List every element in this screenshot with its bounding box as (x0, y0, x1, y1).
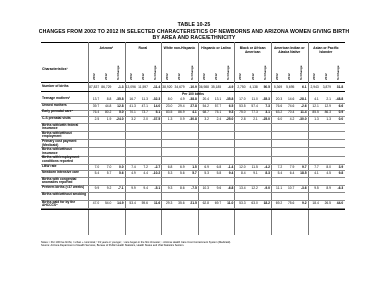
table-cell: 47.0 (92, 200, 100, 205)
table-cell: -30.0 (299, 116, 307, 121)
table-cell: 9.3 (167, 185, 173, 190)
table-cell: 4.5 (326, 171, 331, 176)
table-cell: 69.2 (275, 200, 283, 205)
table-cell: -11.4 (152, 85, 161, 89)
table-cell: 6.4 (289, 171, 295, 176)
row-label: Births with/without insurance (42, 147, 72, 155)
row-label: Births with/employment conditions reported (42, 155, 80, 163)
table-cell: 5.3 (167, 171, 173, 176)
table-cell: 9.5 (314, 185, 319, 190)
table-cell: -9.0 (264, 185, 270, 190)
row-label: Early prenatal care⁴ (42, 109, 74, 114)
table-cell: 13,096 (125, 85, 136, 89)
table-cell: -38.8 (189, 97, 197, 102)
group-header: American Indian or Alaska Native (273, 46, 305, 54)
table-cell: 6.6 (338, 103, 344, 108)
table-cell: 57.7 (214, 103, 222, 108)
subcolumn-header: 2002 (165, 73, 170, 80)
table-cell: 0.0 (118, 164, 124, 169)
table-cell: 4.9 (131, 171, 136, 176)
per-100-births-label: Per 100 births (182, 91, 204, 96)
row-label: Births with/with federal insurance (42, 122, 79, 131)
table-cell: 11.3 (141, 97, 148, 102)
subcolumn-header: % Change (189, 65, 194, 80)
table-cell: 7.3 (265, 103, 270, 108)
table-cell: 8.0 (326, 164, 331, 169)
group-header: Black or African American (239, 46, 266, 54)
table-cell: 2.5 (94, 116, 100, 121)
table-cell: -24.0 (116, 116, 124, 121)
table-cell: 7.0 (94, 164, 100, 169)
table-cell: -25.0 (262, 116, 270, 121)
row-label: Unwed mothers (42, 102, 67, 107)
table-cell: 35,185 (211, 85, 222, 89)
table-cell: 17.0 (239, 97, 246, 102)
table-cell: 6.5 (228, 103, 234, 108)
header-top-rule (41, 42, 345, 43)
table-cell: 63.0 (251, 200, 258, 205)
subcolumn-header: % Change (299, 65, 304, 80)
subcolumn-header: % Change (262, 65, 267, 80)
table-cell: 57.4 (251, 103, 258, 108)
table-cell: 5.6 (118, 171, 124, 176)
table-cell: 8.4 (240, 171, 246, 176)
table-cell: 7.4 (131, 164, 136, 169)
table-cell: 11.5 (251, 164, 258, 169)
subcolumn-header: 2012 (177, 73, 182, 80)
table-cell: 3.1 (265, 110, 270, 115)
table-cell: 2.0 (143, 116, 148, 121)
table-bottom-rule (41, 209, 345, 210)
table-cell: -4.9 (227, 85, 234, 89)
subcolumn-header: 2012 (323, 73, 328, 80)
table-cell: 14.6 (287, 97, 295, 102)
table-cell: 1.5 (192, 164, 197, 169)
row-label: Number of births (42, 84, 69, 88)
table-cell: 13.4 (239, 185, 246, 190)
table-cell: 1.3 (167, 116, 173, 121)
subcolumn-header: % Change (153, 65, 157, 80)
table-cell: 9.1 (253, 171, 258, 176)
table-cell: 21.5 (190, 200, 197, 205)
table-cell: 2.1 (326, 97, 331, 102)
table-cell: -2.6 (300, 103, 307, 108)
table-cell: 53.3 (239, 200, 246, 205)
table-cell: 34,679 (174, 85, 185, 89)
table-subtitle: BY AREA AND RACE/ETHNICITY (152, 35, 236, 41)
table-cell: 14.0 (153, 103, 161, 108)
table-cell: 3.9 (338, 164, 344, 169)
table-cell: -6.3 (337, 185, 344, 190)
table-cell: 5.4 (94, 171, 100, 176)
table-cell: 87,837 (89, 85, 100, 89)
table-cell: 5.8 (216, 171, 222, 176)
table-cell: 69.7 (214, 200, 222, 205)
table-cell: 4.4 (143, 171, 148, 176)
table-cell: 39.7 (92, 103, 100, 108)
row-label: Births paid for by the AHCCCS⁵ (42, 199, 76, 208)
table-cell: 1.3 (326, 116, 331, 121)
group-header: Rural (138, 46, 148, 50)
table-cell: 63.2 (275, 110, 283, 115)
table-cell: 9.7 (301, 164, 307, 169)
subcolumn-header: 2002 (275, 73, 279, 80)
table-cell: 5.0 (118, 110, 124, 115)
table-cell: 7.9 (289, 164, 295, 169)
table-cell: -7.5 (191, 185, 197, 190)
table-cell: 27.8 (190, 103, 197, 108)
table-cell: 18.5 (300, 171, 307, 176)
subcolumn-header: 2012 (250, 73, 255, 80)
table-cell: 9.4 (143, 185, 148, 190)
table-cell: 12.1 (312, 103, 319, 108)
table-cell: 6.8 (216, 164, 222, 169)
table-cell: 36,988 (198, 85, 209, 89)
table-cell: 0.0 (338, 116, 344, 121)
group-header: White non-Hispanic (163, 46, 196, 50)
table-cell: 9.2 (106, 185, 112, 190)
table-cell: 4.1 (314, 97, 319, 102)
subcolumn-header: 2002 (128, 73, 133, 80)
row-label: C-S prenatal visits (42, 115, 71, 120)
table-cell: -35.8 (225, 97, 234, 102)
table-cell: 1.3 (314, 116, 319, 121)
data-table (41, 42, 345, 235)
table-cell: -10.2 (152, 171, 161, 176)
table-cell: 2.4 (216, 116, 222, 121)
header-bottom-rule (41, 82, 345, 83)
table-cell: 83.5 (165, 110, 173, 115)
table-cell: 5.7 (192, 171, 197, 176)
table-cell: 68.7 (202, 110, 209, 115)
table-cell: 44.8 (104, 103, 112, 108)
table-cell: 6.0 (277, 116, 283, 121)
table-cell: -25.0 (225, 116, 234, 121)
table-cell: 5.3 (204, 171, 209, 176)
table-cell: 0.9 (338, 110, 344, 115)
table-cell: -2.7 (154, 164, 161, 169)
table-cell: 4.1 (192, 110, 197, 115)
table-cell: 16.7 (129, 97, 136, 102)
table-cell: 8.9 (326, 185, 331, 190)
table-cell: 62.8 (202, 200, 209, 205)
table-title: CHANGES FROM 2002 TO 2012 IN SELECTED CHARACTERISTICS OF NEWBORNS AND ARIZONA WOMEN GIVING BIRTH (38, 29, 350, 35)
table-cell: 38,920 (162, 85, 173, 89)
table-cell: 18.2 (263, 200, 270, 205)
subcolumn-header: % Change (116, 65, 121, 80)
table-cell: 85.5 (312, 110, 319, 115)
table-cell: 11.0 (227, 200, 234, 205)
table-cell: 11.6 (153, 200, 161, 205)
subcolumn-header: % Change (336, 65, 340, 80)
row-label: Births with congenital anomalies reported (42, 176, 77, 185)
table-cell: 6.9 (179, 164, 185, 169)
table-cell: -7.1 (117, 185, 124, 190)
table-cell: 7.7 (314, 164, 319, 169)
table-cell: -1.4 (227, 164, 234, 169)
table-cell: 2.8 (240, 116, 246, 121)
table-cell: 12.8 (117, 103, 124, 108)
subcolumn-header: 2002 (238, 73, 243, 80)
table-cell: 1.9 (106, 116, 112, 121)
table-cell: 9.6 (216, 185, 222, 190)
table-cell: -6.8 (227, 185, 234, 190)
table-cell: 41.3 (129, 103, 136, 108)
table-cell: -10.9 (189, 85, 197, 89)
table-cell: 75.0 (239, 110, 246, 115)
table-cell: 76.6 (275, 103, 283, 108)
table-cell: 3.2 (204, 116, 209, 121)
table-cell: 76.4 (92, 110, 100, 115)
table-cell: 11.0 (251, 97, 258, 102)
table-cell: -3.6 (300, 185, 307, 190)
table-cell: 54.0 (104, 200, 112, 205)
table-cell: 6.8 (167, 164, 173, 169)
note-source: Source: Arizona Department of Health Services, Bureau of Public Health Statistics, Health Status and Vital Statistics Section. (41, 244, 185, 248)
table-cell: 4.1 (314, 171, 319, 176)
table-cell: 23.0 (165, 103, 173, 108)
table-cell: 9.3 (228, 110, 234, 115)
table-cell: 75.1 (214, 110, 222, 115)
table-cell: 10.7 (287, 185, 295, 190)
group-header: Hispanic or Latino (201, 46, 231, 50)
row-label: Primary cost payment (Medicaid) (42, 138, 77, 147)
table-cell: 20.3 (275, 97, 283, 102)
table-cell: 12.9 (324, 103, 331, 108)
row-label: Teenage mothers³ (42, 96, 71, 101)
group-header: Asian or Pacific Islander (313, 46, 339, 54)
subcolumn-header: 2012 (287, 73, 292, 80)
table-cell: 80.2 (104, 110, 112, 115)
table-cell: 44.0 (336, 200, 344, 205)
table-cell: -48.8 (335, 97, 344, 102)
table-cell: 13.1 (214, 97, 222, 102)
table-cell: -30.8 (189, 116, 197, 121)
table-notes (41, 241, 347, 247)
subcolumn-header: 2002 (201, 73, 206, 80)
table-cell: 7.0 (106, 164, 112, 169)
table-cell: 2.1 (253, 116, 258, 121)
table-cell: 2,943 (310, 85, 319, 89)
table-cell: 2,750 (237, 85, 246, 89)
table-cell: 11.4 (300, 110, 307, 115)
table-cell: 10.3 (202, 185, 209, 190)
table-cell: 9.4 (228, 171, 234, 176)
table-cell: 14.9 (117, 200, 124, 205)
subcolumn-header: 2012 (140, 73, 145, 80)
table-cell: 54.2 (202, 103, 209, 108)
table-cell: 3,879 (322, 85, 331, 89)
table-cell: 9.2 (301, 200, 307, 205)
subcolumn-header: 2002 (92, 73, 96, 80)
table-cell: 8.8 (106, 97, 112, 102)
table-cell: 53.5 (239, 103, 246, 108)
table-cell: 12.0 (239, 164, 246, 169)
table-cell: 77.3 (251, 110, 258, 115)
table-number: TABLE 10-25 (177, 22, 211, 28)
table-cell: 5,695 (286, 85, 295, 89)
table-cell: 13.7 (92, 97, 100, 102)
table-cell: 74.6 (287, 103, 295, 108)
table-cell: 9.9 (131, 185, 136, 190)
subcolumn-header: 2012 (214, 73, 218, 80)
table-cell: 50.5 (263, 85, 270, 89)
table-cell: 6.1 (301, 85, 307, 89)
row-label: LBW rate (42, 163, 57, 168)
table-cell: 8.3 (265, 171, 270, 176)
table-cell: 4.2 (289, 116, 295, 121)
row-label: Preterm births (<37 weeks) (42, 184, 85, 189)
table-cell: 4,138 (249, 85, 258, 89)
table-cell: 11,597 (138, 85, 148, 89)
table-cell: -4.2 (264, 164, 270, 169)
table-cell: 18.4 (312, 200, 319, 205)
table-cell: 86.3 (324, 110, 331, 115)
table-cell: -28.1 (299, 97, 307, 102)
table-cell: 5.4 (277, 171, 283, 176)
table-cell: 0.9 (179, 116, 185, 121)
table-cell: -32.3 (152, 97, 161, 102)
group-header: Arizona² (99, 46, 114, 50)
table-cell: 6.9 (204, 164, 209, 169)
table-cell: 9.9 (94, 185, 100, 190)
table-cell: 5.1 (155, 110, 161, 115)
table-cell: 70.4 (287, 110, 295, 115)
table-cell: -1.3 (117, 85, 124, 89)
table-cell: 8.0 (167, 97, 173, 102)
row-label: Newborn intensive care (42, 170, 80, 175)
table-cell: 47.1 (141, 103, 148, 108)
table-cell: 5,369 (273, 85, 283, 89)
table-cell: 3.2 (131, 116, 136, 121)
table-cell: 8.6 (179, 185, 185, 190)
table-cell: 9.8 (338, 171, 344, 176)
table-cell: 26.5 (324, 200, 331, 205)
table-cell: -37.5 (152, 116, 161, 121)
subcolumn-header: % Change (226, 65, 231, 80)
table-cell: 5.6 (179, 171, 185, 176)
table-cell: 73.7 (141, 110, 148, 115)
table-cell: 35.6 (178, 200, 185, 205)
row-header: Characteristics¹ (42, 67, 68, 71)
table-cell: -35.3 (262, 97, 270, 102)
table-cell: 59.6 (141, 200, 148, 205)
table-cell: -35.8 (116, 97, 124, 102)
table-cell: 5.7 (106, 171, 112, 176)
table-cell: 31.8 (336, 85, 344, 89)
table-cell: 53.4 (129, 200, 136, 205)
table-cell: 86,729 (101, 85, 112, 89)
table-cell: 29.4 (178, 103, 185, 108)
subcolumn-header: 2002 (311, 73, 316, 80)
table-cell: 12.2 (251, 185, 258, 190)
table-cell: 75.6 (287, 200, 295, 205)
table-cell: 29.3 (165, 200, 173, 205)
subcolumn-header: 2012 (104, 73, 109, 80)
row-label: Births with/without smoking (42, 191, 87, 196)
table-cell: -5.1 (154, 185, 161, 190)
row-label: Births with/without employment (42, 130, 72, 139)
table-cell: 4.9 (179, 97, 185, 102)
table-cell: 11.1 (276, 185, 283, 190)
table-cell: 7.2 (143, 164, 148, 169)
table-cell: 20.4 (202, 97, 209, 102)
note-definitions: Notes: ¹ Per 100 live births; ² urban + rural total; ³ 19 years or younger; ⁴ care began in the first trimester; ⁵ Arizona Health Care Cost Containment System (Medicaid). (41, 241, 231, 244)
table-cell: 70.1 (129, 110, 136, 115)
table-cell: 86.9 (178, 110, 185, 115)
table-cell: 7.2 (277, 164, 283, 169)
